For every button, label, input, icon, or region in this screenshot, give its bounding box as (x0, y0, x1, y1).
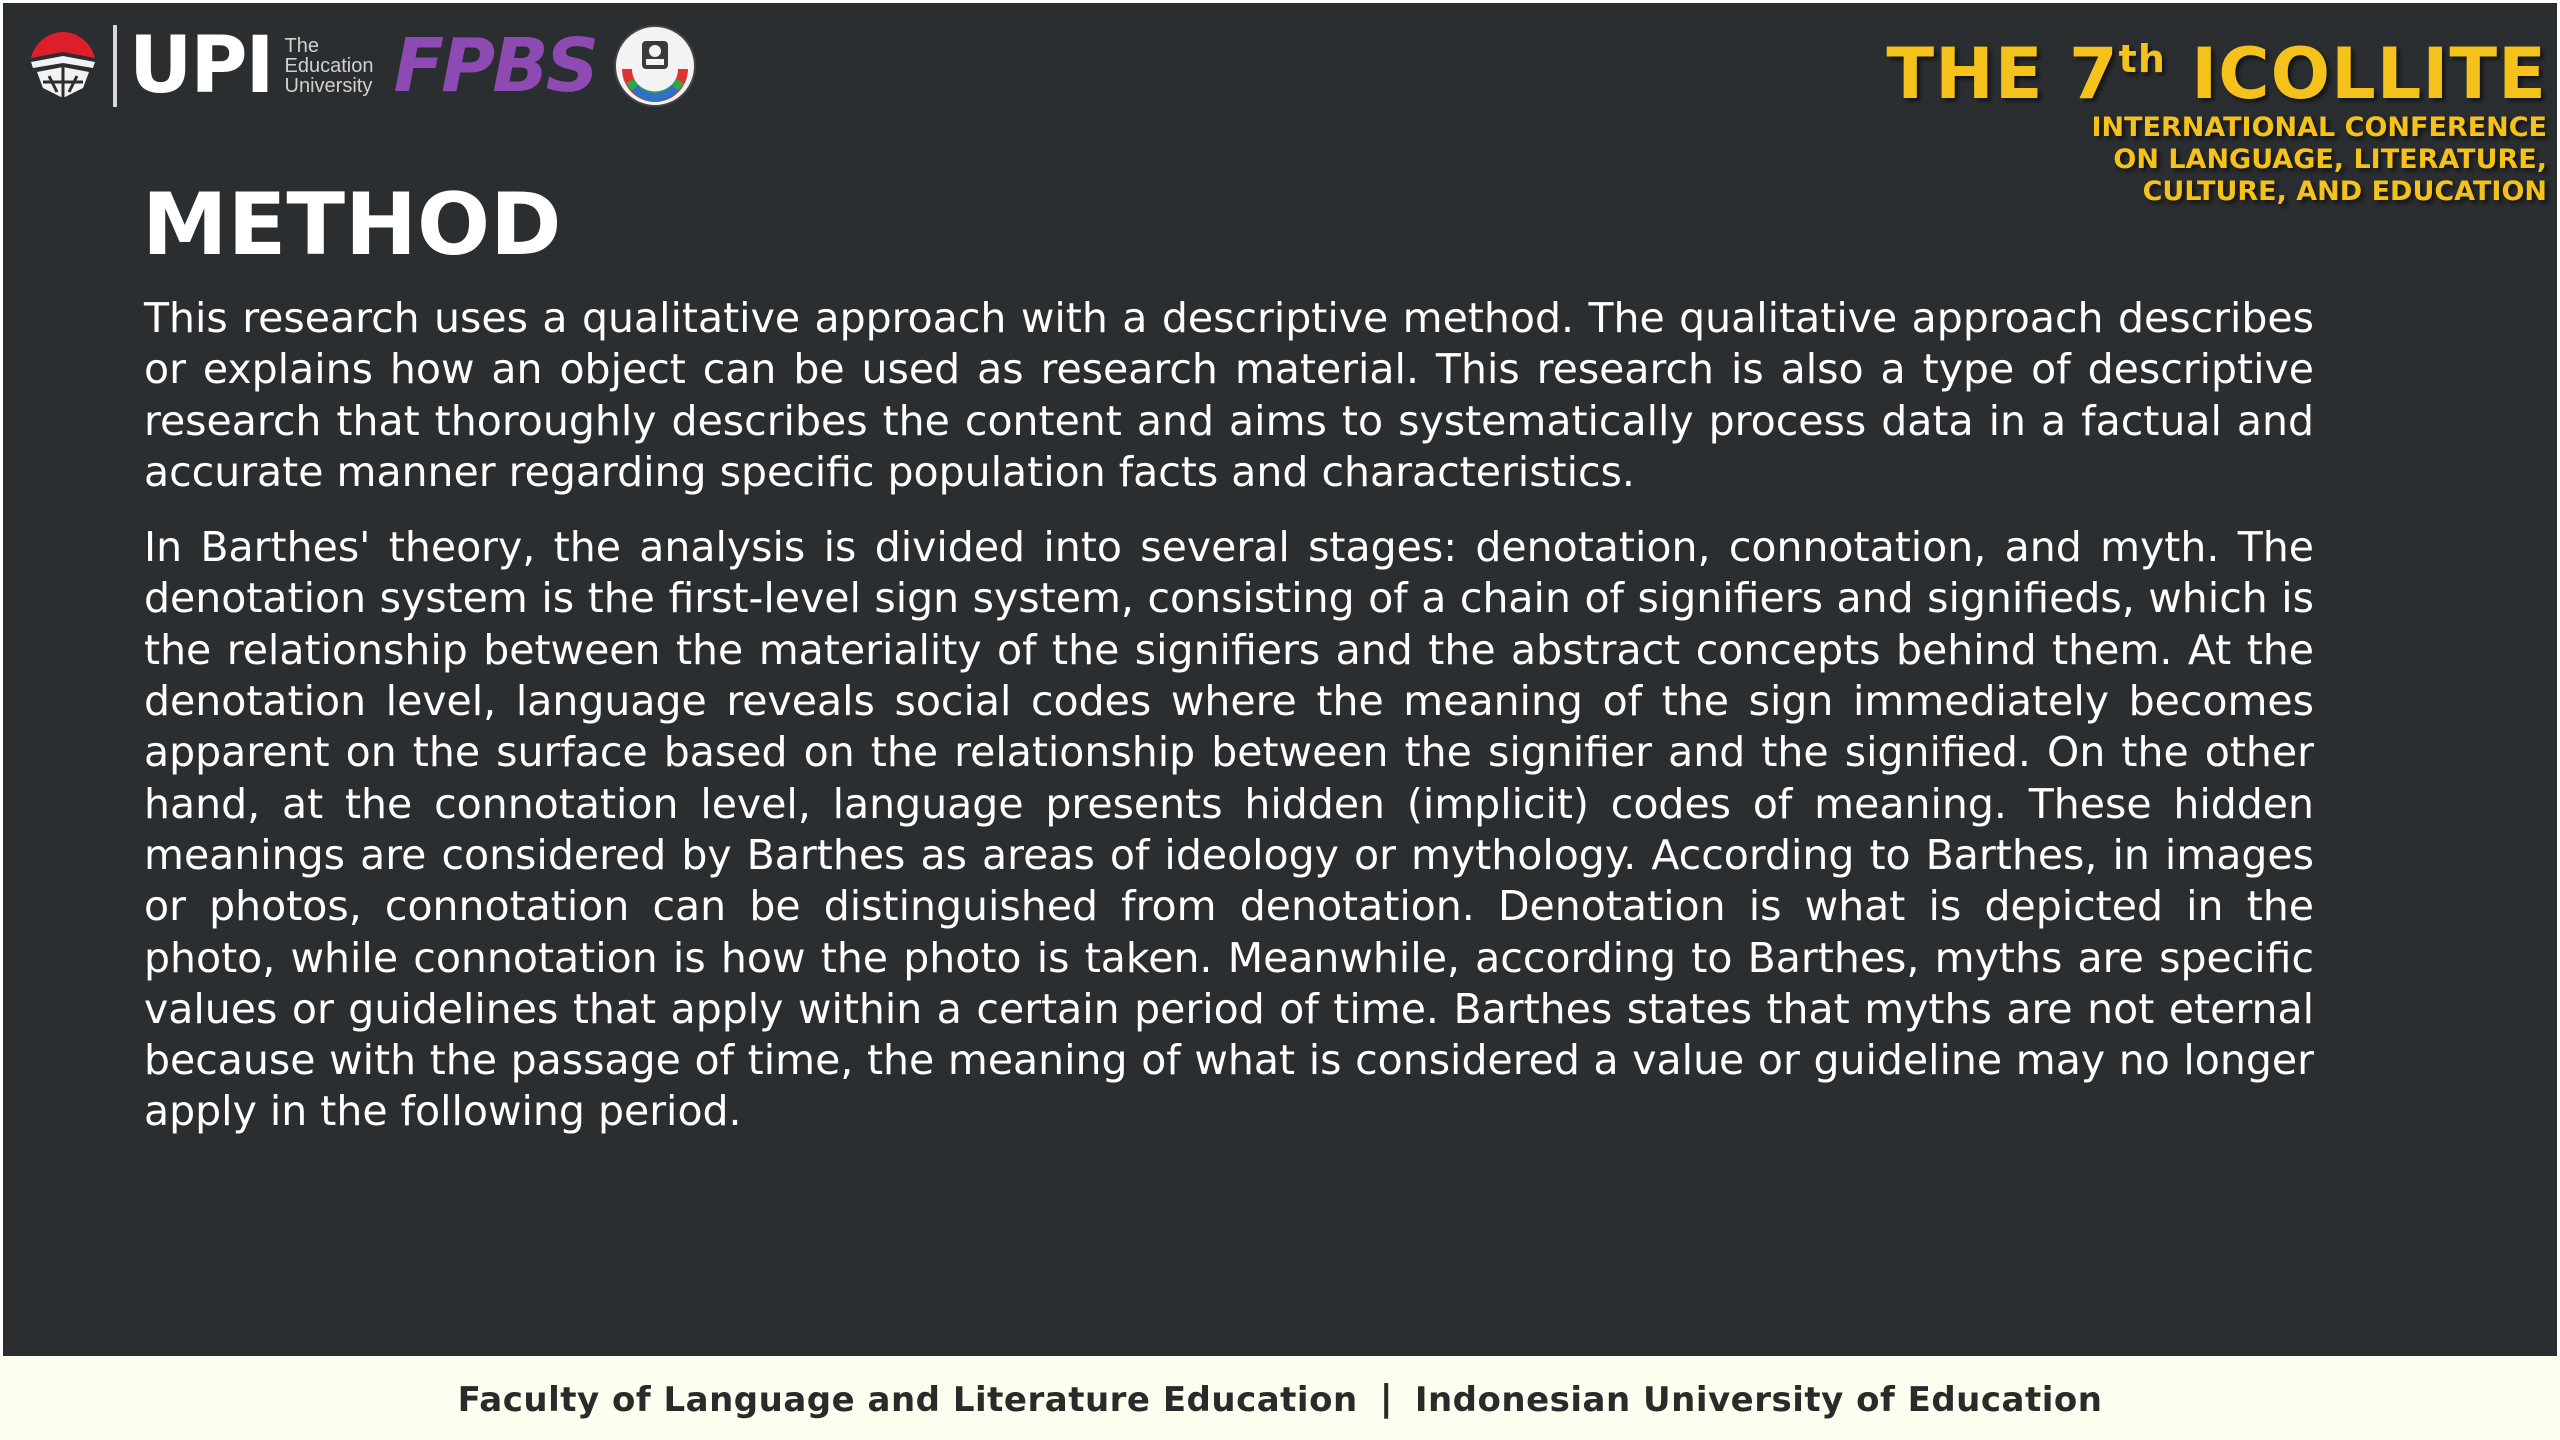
conference-subtitle-line: ON LANGUAGE, LITERATURE, (2113, 144, 2547, 175)
footer-separator: | (1379, 1377, 1393, 1419)
method-body (144, 293, 2314, 1138)
upi-logo-text: UPI (129, 21, 273, 111)
faculty-logo-text: FPBS (393, 23, 596, 109)
conference-title-prefix: THE 7 (1886, 33, 2119, 115)
conference-title-block (1886, 21, 2547, 208)
upi-subtitle-line: Education (284, 55, 374, 77)
method-paragraph: This research uses a qualitative approach with a descriptive method. The qualitative approach describes or explains how an object can be used as research material. This research is also a type of descriptive research that thoroughly describes the content and aims to systematically process data in a factual and accurate manner regarding specific population facts and characteristics. (144, 294, 2314, 496)
upi-emblem-icon (23, 26, 103, 106)
conference-subtitle-line: INTERNATIONAL CONFERENCE (2091, 112, 2547, 143)
slide (3, 3, 2557, 1357)
method-paragraph: In Barthes' theory, the analysis is divided into several stages: denotation, connotation, and myth. The denotation system is the first-level sign system, consisting of a chain of signifiers and signifieds, which is the relationship between the materiality of the signifiers and the abstract concepts behind them. At the denotation level, language reveals social codes where the meaning of the sign immediately becomes apparent on the surface based on the relationship between the signifier and the signified. On the other hand, at the connotation level, language presents hidden (implicit) codes of meaning. These hidden meanings are considered by Barthes as areas of ideology or mythology. According to Barthes, in images or photos, connotation can be distinguished from denotation. Denotation is what is depicted in the photo, while connotation is how the photo is taken. Meanwhile, according to Barthes, myths are specific values or guidelines that apply within a certain period of time. Barthes states that myths are not eternal because with the passage of time, the meaning of what is considered a value or guideline may no longer apply in the following period. (144, 523, 2314, 1136)
conference-title (1886, 21, 2547, 115)
faculty-seal-icon (612, 23, 698, 109)
logo-bar (23, 21, 698, 111)
footer-faculty: Faculty of Language and Literature Education (457, 1380, 1358, 1420)
conference-subtitle-line: CULTURE, AND EDUCATION (2142, 176, 2547, 207)
section-heading: METHOD (142, 175, 562, 275)
upi-subtitle-line: University (284, 75, 373, 97)
upi-subtitle-line: The (284, 35, 319, 57)
footer-university: Indonesian University of Education (1414, 1380, 2103, 1420)
footer-bar (0, 1356, 2560, 1440)
conference-title-name: ICOLLITE (2191, 33, 2547, 115)
logo-divider (113, 25, 117, 107)
upi-logo-subtitle (285, 36, 374, 96)
conference-title-superscript: th (2118, 37, 2166, 81)
